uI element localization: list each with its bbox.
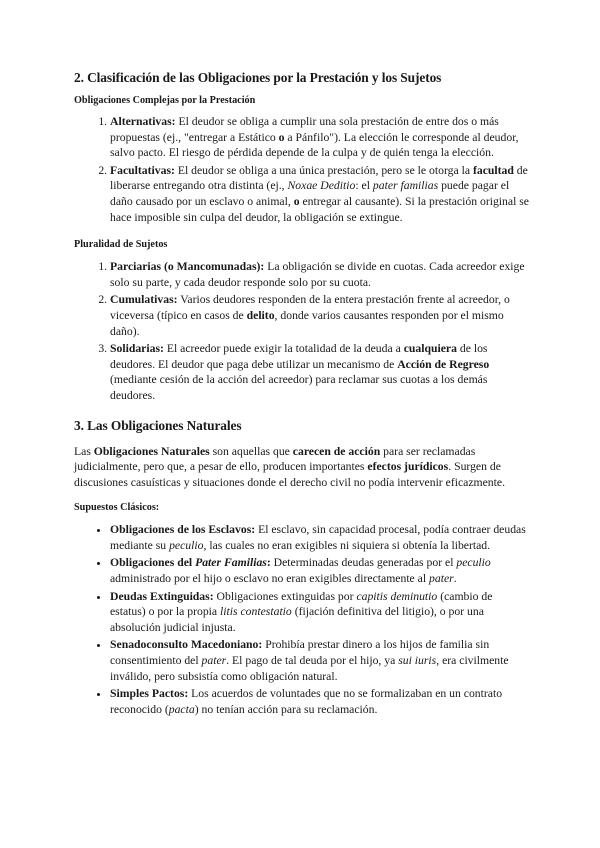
text: Obligaciones extinguidas por (213, 589, 357, 603)
subheading-pluralidad: Pluralidad de Sujetos (74, 239, 168, 251)
text: administrado por el hijo o esclavo no eran exigibles directamente al (110, 572, 430, 586)
latin-term: pacta (168, 702, 195, 716)
text: Los acuerdos de voluntades que no se formalizaban en un contrato reconocido ( (110, 687, 503, 716)
list-item-solidarias (110, 341, 530, 403)
text: . Surgen de discusiones casuísticas y situaciones donde el derecho civil no podía intervenir eficazmente. (74, 460, 505, 489)
text: (fijación definitiva del litigio), o por una absolución judicial injusta. (110, 605, 484, 634)
text: La obligación se divide en cuotas. Cada acreedor exige solo su parte, y cada deudor responde solo por su cuota. (110, 260, 525, 289)
subheading-supuestos: Supuestos Clásicos: (74, 502, 160, 514)
text: de liberarse entregando otra distinta (ej., (110, 163, 528, 193)
list-item-facultativas (110, 163, 530, 225)
emphasis: o (293, 194, 300, 208)
term-simples-pactos: Simples Pactos: (110, 687, 189, 701)
latin-term: Pater Familias (195, 556, 267, 570)
text: (cambio de estatus) o por la propia (110, 589, 493, 619)
term-parciarias: Parciarias (o Mancomunadas): (110, 260, 265, 274)
term-deudas-extinguidas: Deudas Extinguidas: (110, 589, 214, 603)
latin-term: peculio (456, 556, 491, 570)
emphasis: Acción de Regreso (397, 357, 490, 371)
list-item-deudas-extinguidas (110, 589, 530, 636)
text: El acreedor puede exigir la totalidad de la deuda a (163, 342, 404, 356)
text: ) no tenían acción para su reclamación. (194, 702, 378, 716)
text: son aquellas que (209, 444, 293, 458)
term-senadoconsulto: Senadoconsulto Macedoniano: (110, 638, 263, 652)
emphasis: carecen de acción (292, 444, 381, 458)
term-solidarias: Solidarias: (110, 342, 164, 356)
section-title-naturales: 3. Las Obligaciones Naturales (74, 417, 242, 433)
term-pater-familias (110, 556, 271, 569)
emphasis: Obligaciones Naturales (93, 444, 210, 458)
text: Obligaciones del (110, 556, 196, 570)
text: . (453, 572, 457, 586)
list-item-senadoconsulto (110, 637, 530, 684)
text: (mediante cesión de la acción del acreedor) para reclamar sus cuotas a los demás deudores. (110, 373, 488, 402)
latin-term: capitis deminutio (356, 589, 438, 603)
emphasis: efectos jurídicos (367, 460, 449, 474)
text: , las cuales no eran exigibles ni siquiera si obtenía la libertad. (203, 538, 491, 552)
text: a Pánfilo"). La elección le corresponde al deudor, salvo pacto. El riesgo de pérdida depende de la culpa y de quién tenga la elección. (110, 130, 519, 160)
emphasis: cualquiera (403, 342, 457, 356)
list-complejas (74, 114, 530, 225)
text: El deudor se obliga a cumplir una sola prestación de entre dos o más propuestas (ej., "entregar a Estático (110, 115, 499, 144)
text: Determinadas deudas generadas por el (270, 556, 457, 570)
latin-term: litis contestatio (220, 605, 292, 619)
list-item-pater-familias (110, 555, 530, 586)
latin-term: peculio (169, 538, 204, 552)
emphasis: facultad (472, 163, 514, 177)
latin-term: pater (429, 572, 454, 586)
text: , donde varios causantes responden por el mismo daño). (110, 308, 504, 338)
text: entregar al causante). Si la prestación original se hace imposible sin culpa del deudor, la obligación se extingue. (110, 194, 529, 224)
subheading-complejas: Obligaciones Complejas por la Prestación (74, 95, 256, 106)
list-pluralidad (74, 259, 530, 403)
text: El deudor se obliga a una única prestación, pero se le otorga la (174, 163, 473, 177)
text: Las (74, 444, 94, 458)
text: Prohibía prestar dinero a los hijos de familia sin consentimiento del (110, 638, 490, 668)
list-item-simples-pactos (110, 686, 530, 717)
text: . El pago de tal deuda por el hijo, ya (226, 654, 399, 668)
list-item-parciarias (110, 259, 530, 290)
text: El esclavo, sin capacidad procesal, podía contraer deudas mediante su (110, 523, 526, 552)
text: : (266, 556, 271, 570)
term-esclavos: Obligaciones de los Esclavos: (110, 523, 256, 537)
emphasis: delito (246, 308, 275, 322)
list-item-esclavos (110, 522, 530, 553)
text: , era civilmente inválido, pero subsistía como obligación natural. (110, 654, 509, 683)
list-item-alternativas (110, 114, 530, 161)
section-title-clasificacion: 2. Clasificación de las Obligaciones por la Prestación y los Sujetos (74, 70, 442, 85)
latin-term: pater familias (372, 179, 439, 193)
term-facultativas: Facultativas: (110, 163, 175, 177)
latin-term: sui iuris (398, 654, 437, 668)
text: : el (355, 179, 373, 193)
emphasis: o (278, 130, 285, 144)
text: Varios deudores responden de la entera prestación frente al acreedor, o viceversa (típico en casos de (110, 293, 510, 322)
term-cumulativas: Cumulativas: (110, 293, 178, 307)
list-item-cumulativas (110, 292, 530, 339)
text: para ser reclamadas judicialmente, pero que, a pesar de ello, producen importantes (74, 444, 476, 474)
latin-term: Noxae Deditio (287, 179, 356, 193)
paragraph-naturales-intro (74, 444, 530, 491)
text: de los deudores. El deudor que paga debe utilizar un mecanismo de (110, 342, 488, 371)
latin-term: pater (201, 654, 227, 668)
list-supuestos (74, 522, 530, 717)
text: puede pagar el daño causado por un esclavo o animal, (110, 179, 510, 208)
term-alternativas: Alternativas: (110, 115, 176, 128)
